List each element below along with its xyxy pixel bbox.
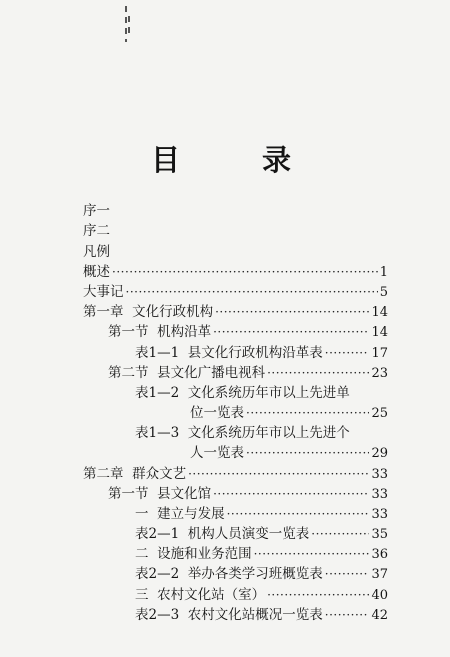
toc-entry-label: 表2—3 农村文化站概况一览表: [135, 607, 323, 623]
toc-page-number: 1: [379, 265, 388, 280]
leader-dots: [325, 343, 370, 363]
toc-page-number: 25: [371, 406, 388, 421]
leader-dots: [311, 524, 369, 544]
toc-page-number: 42: [371, 608, 388, 623]
toc-entry-section[interactable]: [108, 484, 388, 504]
toc-page-number: 37: [371, 567, 388, 582]
toc-entry-label: 表1—3 文化系统历年市以上先进个: [135, 425, 350, 441]
toc-page-number: 33: [371, 467, 388, 482]
toc-entry-label: 人一览表: [190, 445, 244, 461]
toc-entry-label: 第二节 县文化广播电视科: [108, 365, 266, 381]
leader-dots: [112, 262, 378, 282]
toc-entry-label: 一 建立与发展: [135, 506, 225, 522]
toc-entry-subsection[interactable]: [135, 585, 388, 605]
toc-entry[interactable]: [83, 221, 388, 241]
toc-page-number: 33: [371, 487, 388, 502]
toc-entry-label: 第一节 机构沿革: [108, 324, 212, 340]
toc-page-number: 17: [371, 346, 388, 361]
toc-entry-continuation[interactable]: [190, 443, 388, 463]
leader-dots: [254, 544, 370, 564]
toc-entry-table[interactable]: [135, 423, 388, 443]
toc-entry-label: 序一: [83, 203, 110, 219]
toc-page-number: 14: [371, 305, 388, 320]
toc-entry-section[interactable]: [108, 322, 388, 342]
leader-dots: [227, 504, 370, 524]
leader-dots: [213, 484, 369, 504]
toc-entry[interactable]: [83, 282, 388, 302]
title-char-right: 录: [262, 143, 293, 177]
toc-page-number: 40: [371, 588, 388, 603]
toc-entry-chapter[interactable]: [83, 464, 388, 484]
toc-entry-table[interactable]: [135, 564, 388, 584]
toc-entry-label: 表2—2 举办各类学习班概览表: [135, 566, 323, 582]
toc-entry-label: 二 设施和业务范围: [135, 546, 252, 562]
leader-dots: [246, 443, 369, 463]
toc-entry-table[interactable]: [135, 343, 388, 363]
toc-entry-subsection[interactable]: [135, 544, 388, 564]
toc-entry-label: 第二章 群众文艺: [83, 466, 187, 482]
toc-entry[interactable]: [83, 242, 388, 262]
toc-entry-label: 概述: [83, 264, 110, 280]
toc-entry-chapter[interactable]: [83, 302, 388, 322]
toc-page-number: 14: [371, 325, 388, 340]
toc-entry-table[interactable]: [135, 383, 388, 403]
leader-dots: [213, 322, 369, 342]
leader-dots: [126, 282, 378, 302]
leader-dots: [267, 363, 369, 383]
toc-entry-label: 序二: [83, 223, 110, 239]
leader-dots: [325, 605, 370, 625]
toc-page-number: 5: [379, 285, 388, 300]
toc-entry-label: 三 农村文化站（室）: [135, 587, 266, 603]
toc-entry-label: 表2—1 机构人员演变一览表: [135, 526, 310, 542]
leader-dots: [267, 585, 369, 605]
toc-entry-subsection[interactable]: [135, 504, 388, 524]
toc-entry-label: 表1—1 县文化行政机构沿革表: [135, 345, 323, 361]
leader-dots: [246, 403, 369, 423]
toc-entry[interactable]: [83, 201, 388, 221]
toc-page-number: 29: [371, 446, 388, 461]
leader-dots: [215, 302, 369, 322]
title-char-left: 目: [151, 143, 182, 177]
toc-entry-label: 第一章 文化行政机构: [83, 304, 214, 320]
toc-entry-label: 第一节 县文化馆: [108, 486, 212, 502]
toc-entry-label: 位一览表: [190, 405, 244, 421]
toc-entry-section[interactable]: [108, 363, 388, 383]
toc-entry-label: 大事记: [83, 284, 124, 300]
toc-page-number: 33: [371, 507, 388, 522]
toc-entry[interactable]: [83, 262, 388, 282]
toc-entry-label: 表1—2 文化系统历年市以上先进单: [135, 385, 350, 401]
toc-page-number: 35: [371, 527, 388, 542]
toc-page-number: 23: [371, 366, 388, 381]
toc-page-number: 36: [371, 547, 388, 562]
toc-entry-continuation[interactable]: [190, 403, 388, 423]
toc-entry-table[interactable]: [135, 605, 388, 625]
toc-entry-table[interactable]: [135, 524, 388, 544]
toc-entry-label: 凡例: [83, 244, 110, 260]
leader-dots: [188, 464, 369, 484]
leader-dots: [325, 564, 370, 584]
